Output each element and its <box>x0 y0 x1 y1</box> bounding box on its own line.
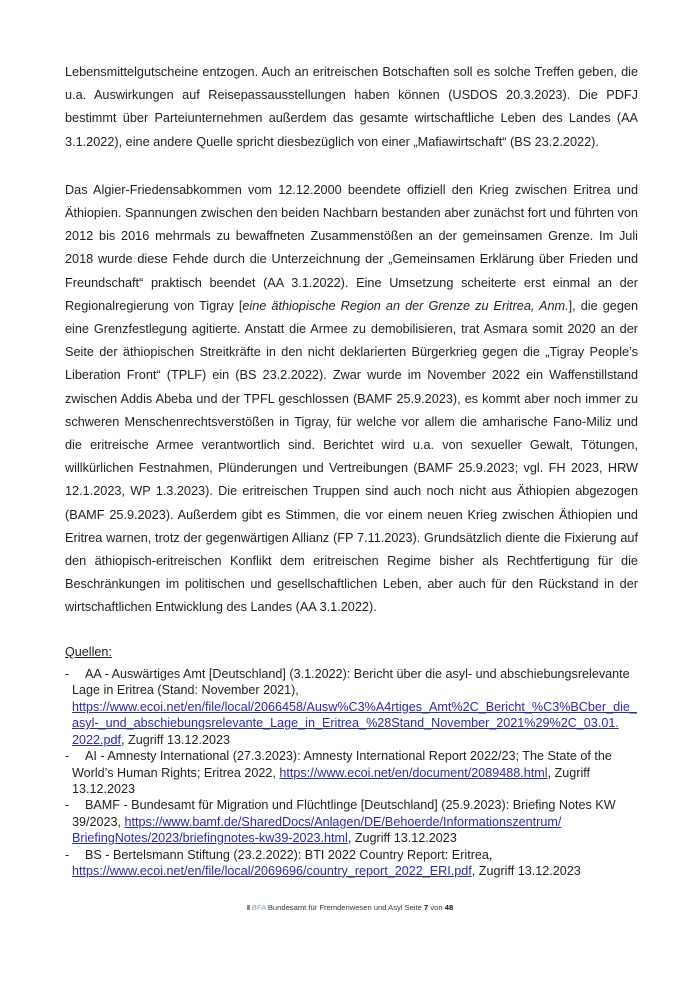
source-link-bamf[interactable]: https:/​/​www.​bamf.​de/​SharedDocs/​Anlagen/​DE/​Behoerde/​Informationszentrum/​BriefingNotes/​2023/​briefingnotes-​kw39-​2023.​html <box>72 814 562 846</box>
source-item-bamf <box>65 797 638 846</box>
source-text-aa: AA - Auswärtiges Amt [Deutschland] (3.1.2022): Bericht über die asyl- und abschiebungsrelevante Lage in Eritrea (Stand: November 2021), <box>72 667 630 698</box>
sources-list <box>65 666 638 879</box>
source-link-bs[interactable]: https:/​/​www.​ecoi.​net/​en/​file/​local/​2069696/​country_​report_​2022_​ERI.​pdf <box>72 863 472 878</box>
source-text-bamf: BAMF - Bundesamt für Migration und Flüchtlinge [Deutschland] (25.9.2023): Briefing Notes KW 39/2023, <box>72 798 616 829</box>
list-dash: - <box>65 749 70 764</box>
source-link-aa[interactable]: https:/​/​www.​ecoi.​net/​en/​file/​local/​2066458/​Ausw%C3%A4rtiges_​Amt%2C_​Bericht_​%C3%BCber_​die_​asyl-​_​und_​abschiebungsrelevante_​Lage_​in_​Eritrea_​%28Stand_​November_​2021%29%2C_​03.​01.​2022.​pdf <box>72 699 637 747</box>
source-link-ai[interactable]: https:/​/​www.​ecoi.​net/​en/​document/​2089488.​html <box>279 765 548 780</box>
list-dash: - <box>65 847 70 862</box>
bfa-logo-icon <box>247 905 250 910</box>
footer-org-text: Bundesamt für Fremdenwesen und Asyl Seite <box>265 903 425 912</box>
source-access-date-aa: , Zugriff 13.12.2023 <box>121 732 231 747</box>
footer-separator: von <box>428 903 445 912</box>
source-access-date-bs: , Zugriff 13.12.2023 <box>471 863 581 878</box>
paragraph-2 <box>65 179 638 620</box>
sources-section <box>65 644 638 880</box>
paragraph-2-text: Das Algier-Friedensabkommen vom 12.12.2000 beendete offiziell den Krieg zwischen Eritrea und Äthiopien. Spannungen zwischen den beiden Nachbarn bestanden aber zunächst fort und führten von 2012 bis 2016 mehrmals zu bewaffneten Zusammenstößen an der gemeinsamen Grenze. Im Juli 2018 wurde diese Fehde durch die Unterzeichnung der „Gemeinsamen Erklärung über Frieden und Freundschaft“ praktisch beendet (AA 3.1.2022). Eine Umsetzung scheiterte erst einmal an der Regionalregierung von Tigray [ <box>65 182 638 313</box>
source-access-date-ai: , Zugriff 13.12.2023 <box>72 765 591 796</box>
paragraph-1: Lebensmittelgutscheine entzogen. Auch an eritreischen Botschaften soll es solche Treffen geben, die u.a. Auswirkungen auf Reisepassausstellungen haben können (USDOS 20.3.2023). Die PDFJ bestimmt über Parteiunternehmen außerdem das gesamte wirtschaftliche Leben des Landes (AA 3.1.2022), eine andere Quelle spricht diesbezüglich von einer „Mafiawirtschaft“ (BS 23.2.2022). <box>65 65 638 149</box>
page-content <box>65 61 638 879</box>
footer-page-number: 7 <box>424 903 429 912</box>
source-item-ai <box>65 748 638 797</box>
paragraph-2-text-continued: ], die gegen eine Grenzfestlegung agitierte. Anstatt die Armee zu demobilisieren, trat Asmara somit 2020 an der Seite der äthiopischen Streitkräfte in den nicht deklarierten Bürgerkrieg gegen die „Tigray People’s Liberation Front“ (TPLF) ein (BS 23.2.2022). Zwar wurde im November 2022 ein Waffenstillstand zwischen Addis Abeba und der TPFL geschlossen (BAMF 25.9.2023), es kommt aber noch immer zu schweren Menschenrechtsverstößen in Tigray, für welche vor allem die amharische Fano-Miliz und die eritreische Armee verantwortlich sind. Berichtet wird u.a. von sexueller Gewalt, Tötungen, willkürlichen Festnahmen, Plünderungen und Vertreibungen (BAMF 25.9.2023; vgl. FH 2023, HRW 12.1.2023, WP 1.3.2023). Die eritreischen Truppen sind auch noch nicht aus Äthiopien abgezogen (BAMF 25.9.2023). Außerdem gibt es Stimmen, die vor einem neuen Krieg zwischen Äthiopien und Eritrea warnen, trotz der gegenwärtigen Allianz (FP 7.11.2023). Grundsätzlich diente die Fixierung auf den äthiopisch-eritreischen Konflikt dem eritreischen Regime bisher als Rechtfertigung für die Beschränkungen im politischen und gesellschaftlichen Leben, aber auch für den Rückstand in der wirtschaftlichen Entwicklung des Landes (AA 3.1.2022). <box>65 298 639 615</box>
source-text-ai: AI - Amnesty International (27.3.2023): Amnesty International Report 2022/23; The State of the World’s Human Rights; Eritrea 2022, <box>72 749 612 780</box>
source-access-date-bamf: , Zugriff 13.12.2023 <box>347 831 457 846</box>
paragraph-2-italic-note: eine äthiopische Region an der Grenze zu Eritrea, Anm. <box>242 298 569 313</box>
list-dash: - <box>65 798 70 813</box>
footer-page-total: 48 <box>444 903 454 912</box>
list-dash: - <box>65 667 70 682</box>
source-item-aa <box>65 666 638 748</box>
footer-brand: BFA <box>251 903 266 912</box>
source-item-bs <box>65 847 638 880</box>
sources-heading: Quellen: <box>65 644 112 659</box>
page-footer <box>0 903 700 913</box>
source-text-bs: BS - Bertelsmann Stiftung (23.2.2022): BTI 2022 Country Report: Eritrea, <box>85 847 493 862</box>
